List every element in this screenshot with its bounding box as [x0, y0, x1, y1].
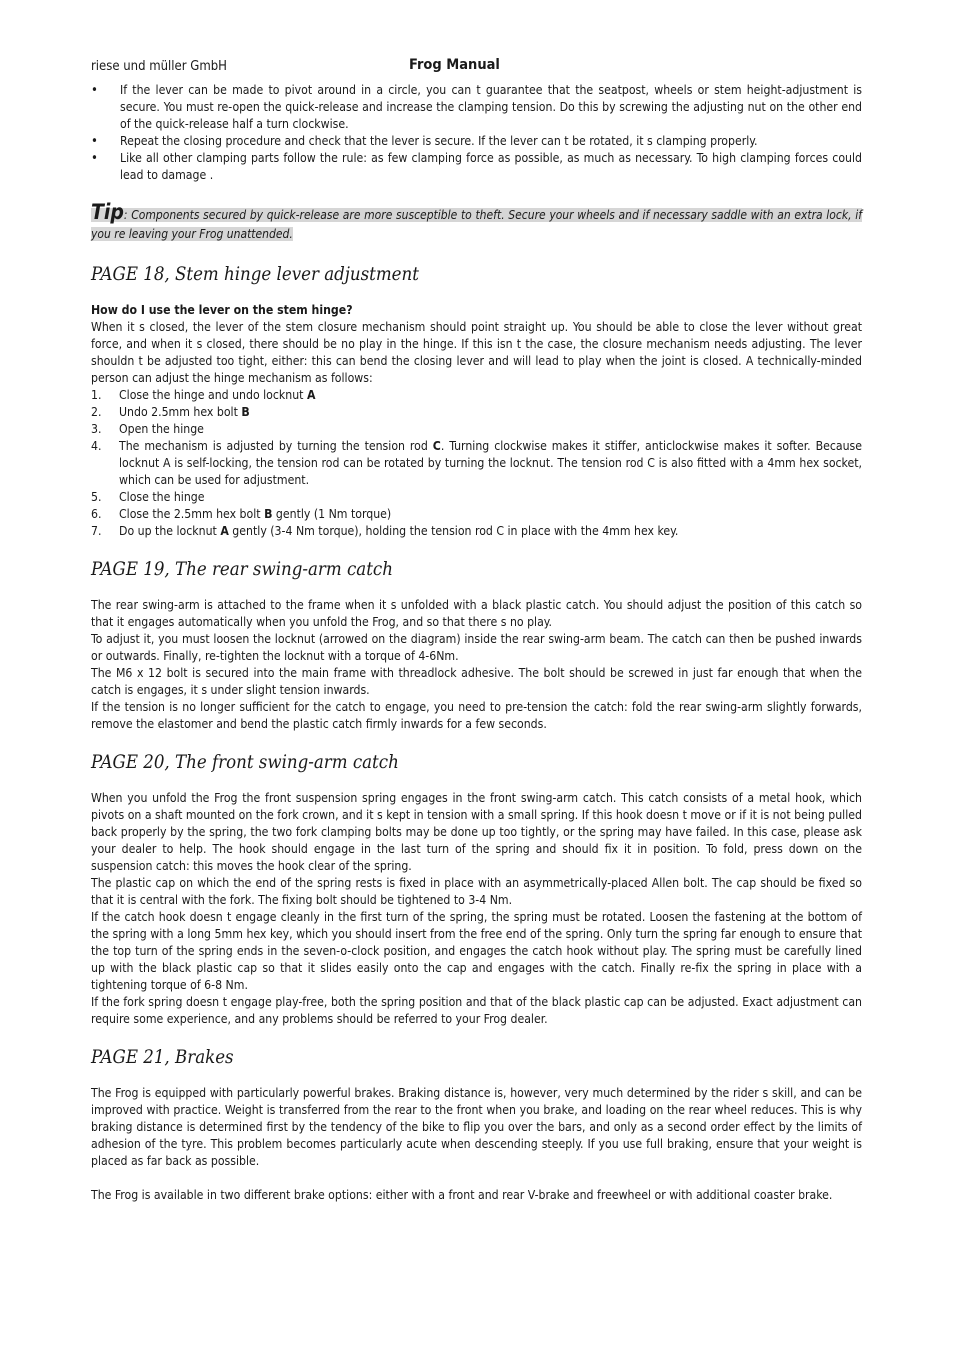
page-header: [91, 56, 862, 78]
bullet-item: • If the lever can be made to pivot around in a circle, you can t guarantee that the seatpost, wheels or stem height-adjustment is secure. You must re-open the quick-release and increase the clamping tension. Do this by screwing the adjusting nut on the other end of the quick-release half a turn clockwise.: [91, 82, 862, 133]
front-catch-paragraph: When you unfold the Frog the front suspension spring engages in the front swing-arm catch. This catch consists of a metal hook, which pivots on a shaft mounted on the fork crown, and it s kept in tension with a small spring. If this hook doesn t move or if it is not being pulled back properly by the spring, the two fork clamping bolts may be done up too tightly, or the spring may have failed. In this case, please ask your dealer to help. The hook should engage in the last turn of the spring and should fix it in position. To fold, press down on the suspension catch: this moves the hook clear of the spring.: [91, 791, 862, 873]
tip-box: [91, 200, 862, 244]
bullet-item: • Repeat the closing procedure and check that the lever is secure. If the lever can t be rotated, it s clamping properly.: [91, 133, 862, 150]
section-heading-stem-hinge: PAGE 18, Stem hinge lever adjustment: [91, 264, 419, 285]
step-number: 3.: [91, 422, 102, 436]
step-item: 2. Undo 2.5mm hex bolt B: [91, 405, 250, 419]
stem-hinge-intro: When it s closed, the lever of the stem closure mechanism should point straight up. You should be able to close the lever without great force, and when it s closed, there should be no play in the hinge. If this isn t the case, the closure mechanism needs adjusting. The lever shouldn t be adjusted too tight, either: this can bend the closing lever and will lead to play when the joint is closed. A technically-minded person can adjust the hinge mechanism as follows:: [91, 320, 862, 385]
tip-label: Tip: [91, 200, 124, 224]
step-item: 5. Close the hinge: [91, 490, 205, 504]
part-letter: B: [264, 507, 273, 521]
company-name: riese und müller GmbH: [91, 59, 227, 74]
front-catch-paragraph: If the fork spring doesn t engage play-free, both the spring position and that of the black plastic cap can be adjusted. Exact adjustment can require some experience, and any problems should be referred to your Frog dealer.: [91, 995, 862, 1026]
part-letter: A: [306, 388, 316, 402]
part-letter: A: [220, 524, 229, 538]
step-number: 1.: [91, 388, 102, 402]
step-number: 2.: [91, 405, 102, 419]
step-number: 5.: [91, 490, 102, 504]
clamping-bullet-list: [91, 82, 862, 184]
rear-catch-paragraph: The rear swing-arm is attached to the frame when it s unfolded with a black plastic catch. You should adjust the position of this catch so that it engages automatically when you unfold the Frog, and so that there s no play.: [91, 598, 862, 629]
section-heading-brakes: PAGE 21, Brakes: [91, 1047, 234, 1068]
rear-catch-paragraph: The M6 x 12 bolt is secured into the main frame with threadlock adhesive. The bolt should be screwed in just far enough that when the catch is engages, it s under slight tension inwards.: [91, 666, 862, 697]
document-title: Frog Manual: [409, 57, 500, 73]
step-item: 7. Do up the locknut A gently (3-4 Nm torque), holding the tension rod C in place with the 4mm hex key.: [91, 524, 679, 538]
step-item: 6. Close the 2.5mm hex bolt B gently (1 Nm torque): [91, 507, 392, 521]
stem-hinge-question: How do I use the lever on the stem hinge?: [91, 303, 353, 317]
step-number: 7.: [91, 524, 102, 538]
brakes-paragraph: The Frog is available in two different brake options: either with a front and rear V-brake and freewheel or with additional coaster brake.: [91, 1188, 833, 1202]
front-catch-paragraph: The plastic cap on which the end of the spring rests is fixed in place with an asymmetrically-placed Allen bolt. The cap should be fixed so that it is central with the fork. The fixing bolt should be tightened to 3-4 Nm.: [91, 876, 862, 907]
rear-catch-paragraph: If the tension is no longer sufficient for the catch to engage, you need to pre-tension the catch: fold the rear swing-arm slightly forwards, remove the elastomer and bend the plastic catch firmly inwards for a few seconds.: [91, 700, 862, 731]
section-heading-front-catch: PAGE 20, The front swing-arm catch: [91, 752, 399, 773]
tip-text: : Components secured by quick-release are more susceptible to theft. Secure your wheels and if necessary saddle with an extra lock, if you re leaving your Frog unattended.: [91, 208, 862, 241]
rear-catch-paragraph: To adjust it, you must loosen the locknut (arrowed on the diagram) inside the rear swing-arm beam. The catch can then be pushed inwards or outwards. Finally, re-tighten the locknut with a torque of 4-6Nm.: [91, 632, 862, 663]
brakes-paragraph: The Frog is equipped with particularly powerful brakes. Braking distance is, however, very much determined by the rider s skill, and can be improved with practice. Weight is transferred from the rear to the front when you brake, and loading on the rear wheel reduces. This is why braking distance is determined first by the tendency of the bike to flip you over the bars, and only as a second order effect by the limits of adhesion of the tyre. This problem becomes particularly acute when descending steeply. If you use full braking, ensure that your weight is placed as far back as possible.: [91, 1086, 862, 1168]
part-letter: C: [432, 439, 441, 453]
front-catch-paragraph: If the catch hook doesn t engage cleanly in the first turn of the spring, the spring must be rotated. Loosen the fastening at the bottom of the spring with a long 5mm hex key, which you should insert from the free end of the spring. Only turn the spring far enough to ensure that the top turn of the spring ends in the seven-o-clock position, and engages the catch hook without play. The spring must be carefully lined up with the black plastic cap so that it slides easily onto the cap and engages with the catch. Finally re-fix the spring in place with a tightening torque of 6-8 Nm.: [91, 910, 862, 992]
manual-page: [91, 56, 862, 1204]
step-number: 6.: [91, 507, 102, 521]
stem-hinge-steps: [91, 387, 862, 540]
step-number: 4.: [91, 439, 102, 453]
step-item: 3. Open the hinge: [91, 422, 204, 436]
step-item: 1. Close the hinge and undo locknut A: [91, 388, 316, 402]
part-letter: B: [241, 405, 250, 419]
section-heading-rear-catch: PAGE 19, The rear swing-arm catch: [91, 559, 393, 580]
step-item: 4. The mechanism is adjusted by turning the tension rod C. Turning clockwise makes it stiffer, anticlockwise makes it softer. Because locknut A is self-locking, the tension rod can be rotated by turning the locknut. The tension rod C is also fitted with a 4mm hex socket, which can be used for adjustment.: [91, 439, 862, 487]
bullet-item: • Like all other clamping parts follow the rule: as few clamping force as possible, as much as necessary. To high clamping forces could lead to damage .: [91, 150, 862, 184]
